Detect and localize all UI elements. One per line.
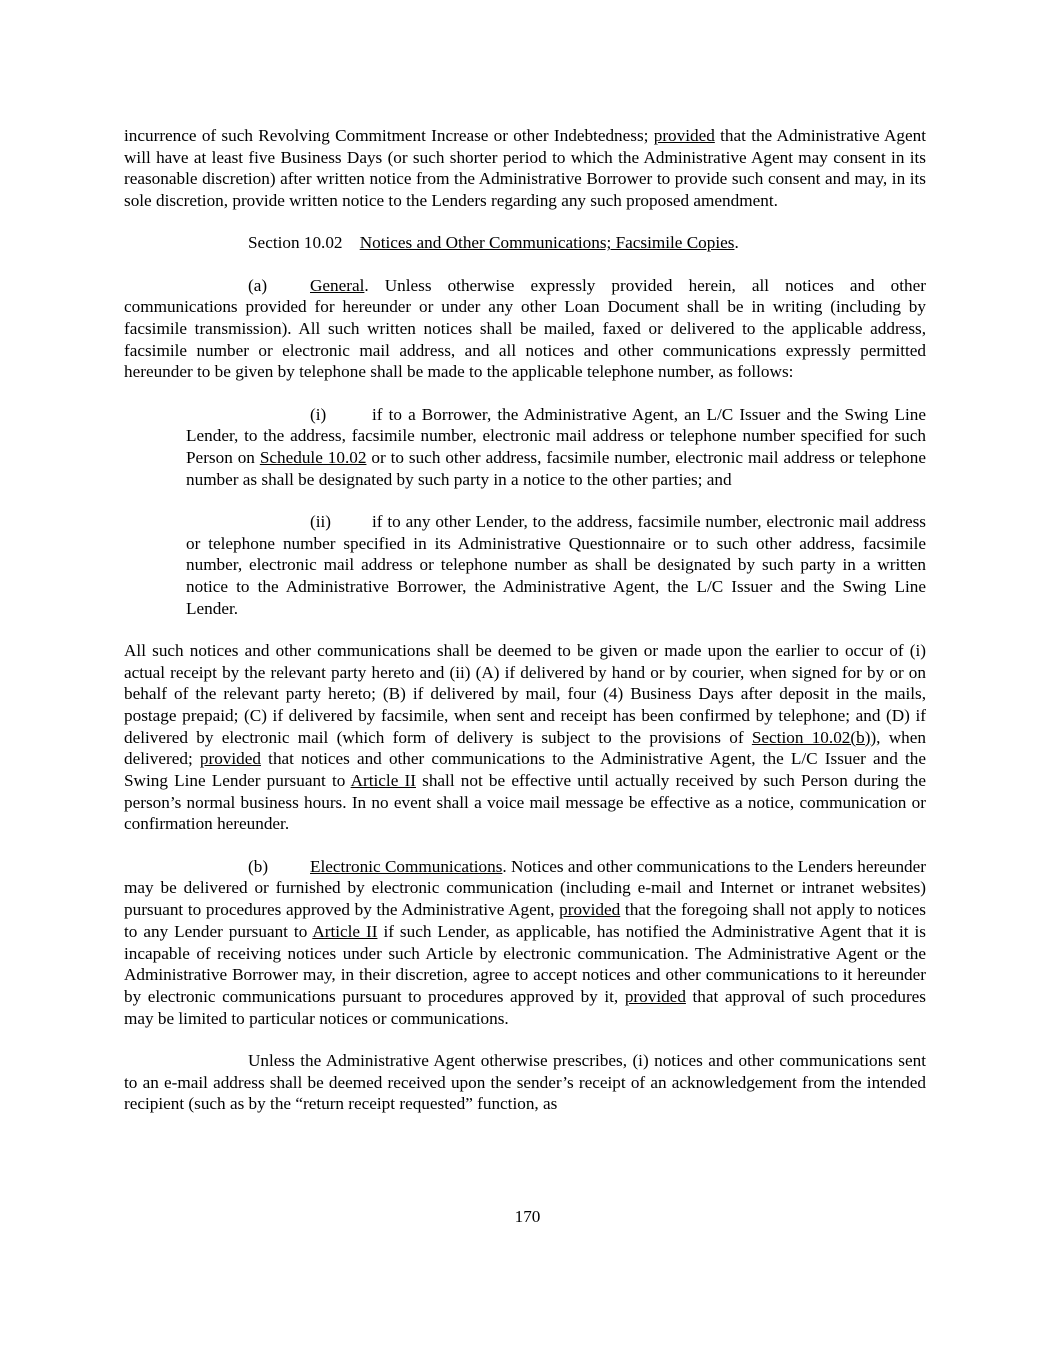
paragraph-continuation: incurrence of such Revolving Commitment Increase or other Indebtedness; provided that the Administrative Agent will have at least five Business Days (or such shorter period to which the Administrative Agent may consent in its reasonable discretion) after written notice from the Administrative Borrower to provide such consent and may, in its sole discretion, provide written notice to the Lenders regarding any such proposed amendment. [124,126,926,211]
section-heading: Section 10.02 Notices and Other Communications; Facsimile Copies. [248,233,739,253]
paragraph-b-electronic: (b) Electronic Communications. Notices and other communications to the Lenders hereunder may be delivered or furnished by electronic communication (including e-mail and Internet or intranet websites) pursuant to procedures approved by the Administrative Agent, provided that the foregoing shall not apply to notices to any Lender pursuant to Article II if such Lender, as applicable, has notified the Administrative Agent that it is incapable of receiving notices under such Article by electronic communication. The Administrative Agent or the Administrative Borrower may, in their discretion, agree to accept notices and other communications to it hereunder by electronic communications pursuant to procedures approved by it, provided that approval of such procedures may be limited to particular notices or communications. [124,856,926,1028]
provided-term: provided [199,749,261,769]
subclause-ii: (ii) if to any other Lender, to the address, facsimile number, electronic mail address or telephone number specified in its Administrative Questionnaire or to such other address, facsimile number, electronic mail address or telephone number as shall be designated by such party in a written notice to the Administrative Borrower, the Administrative Agent, the L/C Issuer and the Swing Line Lender. [186,511,926,618]
section-title: Notices and Other Communications; Facsimile Copies [359,233,735,253]
page-number: 170 [514,1207,541,1226]
clause-heading: General [310,275,365,295]
paragraph-unless: Unless the Administrative Agent otherwise prescribes, (i) notices and other communications sent to an e-mail address shall be deemed received upon the sender’s receipt of an acknowledgement from the intended recipient (such as by the “return receipt requested” function, as [124,1050,926,1114]
paragraph-deemed-given: All such notices and other communications shall be deemed to be given or made upon the earlier to occur of (i) actual receipt by the relevant party hereto and (ii) (A) if delivered by hand or by courier, when signed for by or on behalf of the relevant party hereto; (B) if delivered by mail, four (4) Business Days after deposit in the mails, postage prepaid; (C) if delivered by facsimile, when sent and receipt has been confirmed by telephone; and (D) if delivered by electronic mail (which form of delivery is subject to the provisions of Section 10.02(b)), when delivered; provided that notices and other communications to the Administrative Agent, the L/C Issuer and the Swing Line Lender pursuant to Article II shall not be effective until actually received by such Person during the person’s normal business hours. In no event shall a voice mail message be effective as a notice, communication or confirmation hereunder. [124,640,927,834]
clause-heading: Electronic Communications [310,856,503,876]
document-page [124,125,926,1135]
provided-term: provided [624,986,686,1006]
subclause-i: (i) if to a Borrower, the Administrative Agent, an L/C Issuer and the Swing Line Lender, to the address, facsimile number, electronic mail address or telephone number specified for such Person on Schedule 10.02 or to such other address, facsimile number, electronic mail address or telephone number as shall be designated by such party in a notice to the other parties; and [186,404,926,489]
article-reference: Article II [312,921,378,941]
paragraph-a-general: (a) General. Unless otherwise expressly provided herein, all notices and other communications provided for hereunder or under any other Loan Document shall be in writing (including by facsimile transmission). All such written notices shall be mailed, faxed or delivered to the applicable address, facsimile number or electronic mail address, and all notices and other communications expressly permitted hereunder to be given by telephone shall be made to the applicable telephone number, as follows: [124,275,926,382]
schedule-reference: Schedule 10.02 [259,447,367,467]
provided-term: provided [559,900,621,920]
section-number: Section 10.02 [248,233,343,253]
clause-label: (ii) [310,511,331,531]
article-reference: Article II [350,771,416,791]
clause-label: (a) [248,275,268,295]
clause-label: (b) [248,856,269,876]
section-reference: Section 10.02(b) [751,727,871,747]
provided-term: provided [653,126,715,145]
clause-label: (i) [310,404,327,424]
